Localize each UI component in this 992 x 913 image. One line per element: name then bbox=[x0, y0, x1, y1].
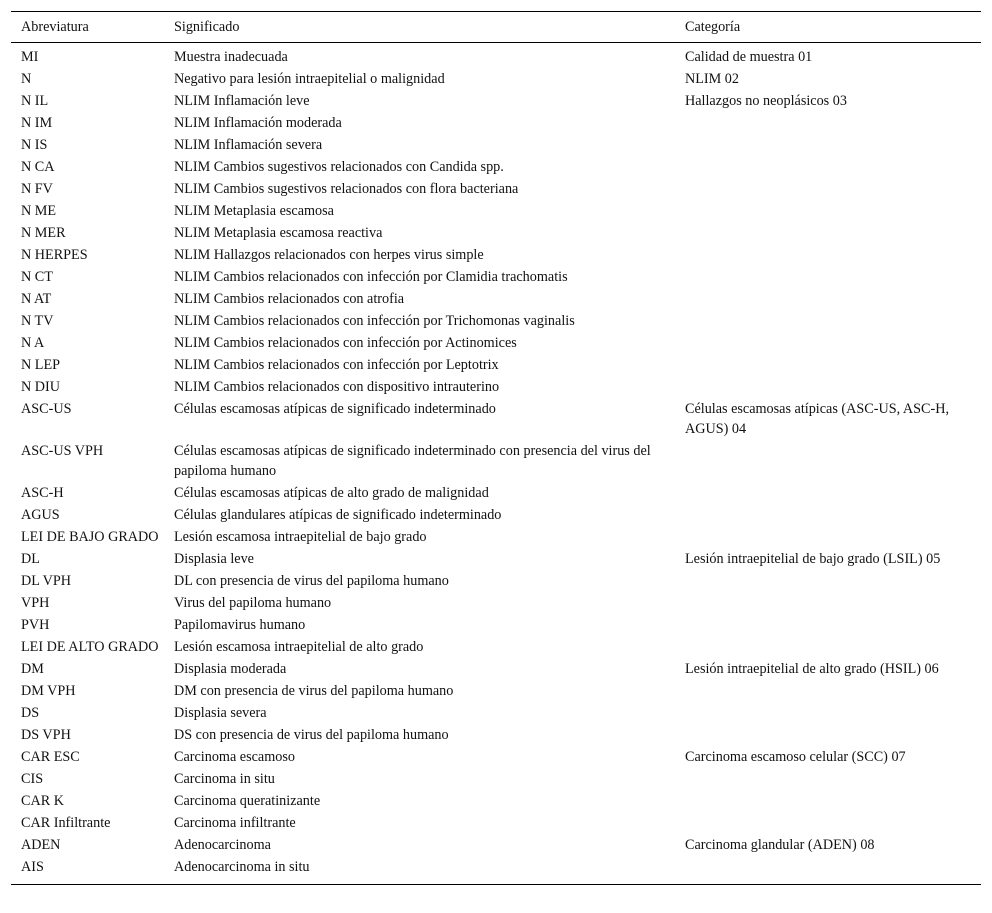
cell-category bbox=[675, 526, 981, 548]
table-row bbox=[11, 112, 981, 134]
cell-meaning: NLIM Inflamación severa bbox=[174, 137, 323, 153]
cell-abbreviation: N bbox=[21, 71, 32, 87]
table-row bbox=[11, 354, 981, 376]
cell-abbreviation: DM VPH bbox=[21, 683, 76, 699]
cell-category: NLIM 02 bbox=[685, 71, 739, 87]
header-meaning: Significado bbox=[174, 18, 240, 35]
cell-abbreviation: LEI DE BAJO GRADO bbox=[21, 529, 159, 545]
cell-meaning: NLIM Inflamación moderada bbox=[174, 115, 342, 131]
cell-abbreviation: DL bbox=[21, 551, 40, 567]
cell-category bbox=[675, 112, 981, 134]
cell-meaning: NLIM Cambios sugestivos relacionados con Candida spp. bbox=[174, 159, 504, 175]
cell-meaning: NLIM Inflamación leve bbox=[174, 93, 310, 109]
cell-meaning: Células escamosas atípicas de significado indeterminado bbox=[174, 401, 496, 417]
cell-category: Carcinoma escamoso celular (SCC) 07 bbox=[685, 749, 906, 765]
table-row bbox=[11, 222, 981, 244]
cell-meaning: Adenocarcinoma bbox=[174, 837, 271, 853]
cell-meaning: Carcinoma escamoso bbox=[174, 749, 295, 765]
table-header bbox=[11, 12, 981, 43]
cell-abbreviation: N ME bbox=[21, 203, 57, 219]
table-row bbox=[11, 90, 981, 112]
cell-category bbox=[675, 812, 981, 834]
cell-meaning: Carcinoma infiltrante bbox=[174, 815, 296, 831]
table-row bbox=[11, 440, 981, 482]
header-row bbox=[11, 12, 981, 43]
cell-category bbox=[675, 376, 981, 398]
table-row bbox=[11, 614, 981, 636]
cell-category bbox=[675, 856, 981, 885]
cell-category bbox=[675, 332, 981, 354]
cell-meaning: Displasia leve bbox=[174, 551, 254, 567]
cell-category bbox=[675, 790, 981, 812]
table-row bbox=[11, 266, 981, 288]
cell-abbreviation: N CT bbox=[21, 269, 53, 285]
cell-abbreviation: N IL bbox=[21, 93, 49, 109]
cell-abbreviation: ASC-H bbox=[21, 485, 64, 501]
cell-category bbox=[675, 702, 981, 724]
cell-abbreviation: ASC-US VPH bbox=[21, 443, 104, 459]
cell-category bbox=[675, 200, 981, 222]
table-row bbox=[11, 592, 981, 614]
table-row bbox=[11, 178, 981, 200]
cell-meaning: Carcinoma in situ bbox=[174, 771, 275, 787]
cell-meaning: Lesión escamosa intraepitelial de bajo grado bbox=[174, 529, 427, 545]
cell-meaning: NLIM Cambios relacionados con atrofia bbox=[174, 291, 405, 307]
cell-abbreviation: VPH bbox=[21, 595, 50, 611]
table-row bbox=[11, 680, 981, 702]
cell-abbreviation: PVH bbox=[21, 617, 50, 633]
cell-category bbox=[675, 266, 981, 288]
cell-category: Lesión intraepitelial de bajo grado (LSIL) 05 bbox=[685, 551, 941, 567]
cell-abbreviation: DS bbox=[21, 705, 40, 721]
table-row bbox=[11, 482, 981, 504]
table-row bbox=[11, 156, 981, 178]
cell-category bbox=[675, 178, 981, 200]
cell-abbreviation: ASC-US bbox=[21, 401, 72, 417]
table-row bbox=[11, 68, 981, 90]
cell-abbreviation: N CA bbox=[21, 159, 55, 175]
table-row bbox=[11, 200, 981, 222]
cell-abbreviation: AGUS bbox=[21, 507, 60, 523]
cell-meaning: Displasia moderada bbox=[174, 661, 287, 677]
table-row bbox=[11, 812, 981, 834]
table-row bbox=[11, 834, 981, 856]
cell-abbreviation: N A bbox=[21, 335, 45, 351]
cell-meaning: Células escamosas atípicas de alto grado de malignidad bbox=[174, 485, 489, 501]
cell-abbreviation: N FV bbox=[21, 181, 53, 197]
table-body bbox=[11, 43, 981, 885]
table-row bbox=[11, 288, 981, 310]
cell-abbreviation: DM bbox=[21, 661, 44, 677]
table-row bbox=[11, 658, 981, 680]
cell-category bbox=[675, 768, 981, 790]
cell-abbreviation: N TV bbox=[21, 313, 54, 329]
cell-abbreviation: CAR Infiltrante bbox=[21, 815, 111, 831]
cell-abbreviation: N AT bbox=[21, 291, 52, 307]
cell-meaning: NLIM Cambios relacionados con infección por Actinomices bbox=[174, 335, 517, 351]
cell-meaning: Displasia severa bbox=[174, 705, 267, 721]
cell-meaning: NLIM Metaplasia escamosa bbox=[174, 203, 334, 219]
table-row bbox=[11, 702, 981, 724]
cell-category bbox=[675, 310, 981, 332]
abbreviation-table-container bbox=[11, 11, 981, 885]
cell-category bbox=[675, 636, 981, 658]
cell-meaning: NLIM Cambios relacionados con infección por Trichomonas vaginalis bbox=[174, 313, 575, 329]
cell-meaning: NLIM Cambios sugestivos relacionados con flora bacteriana bbox=[174, 181, 519, 197]
cell-category bbox=[675, 222, 981, 244]
cell-category bbox=[675, 440, 981, 482]
table-row bbox=[11, 636, 981, 658]
cell-category bbox=[675, 244, 981, 266]
cell-category: Carcinoma glandular (ADEN) 08 bbox=[685, 837, 875, 853]
table-row bbox=[11, 548, 981, 570]
table-row bbox=[11, 790, 981, 812]
cell-meaning: NLIM Hallazgos relacionados con herpes virus simple bbox=[174, 247, 484, 263]
cell-category bbox=[675, 288, 981, 310]
cell-category: Lesión intraepitelial de alto grado (HSIL) 06 bbox=[685, 661, 939, 677]
table-row bbox=[11, 134, 981, 156]
cell-meaning: NLIM Cambios relacionados con dispositivo intrauterino bbox=[174, 379, 500, 395]
cell-abbreviation: DL VPH bbox=[21, 573, 72, 589]
cell-abbreviation: MI bbox=[21, 49, 39, 65]
cell-category bbox=[675, 504, 981, 526]
cell-meaning: NLIM Cambios relacionados con infección por Clamidia trachomatis bbox=[174, 269, 568, 285]
header-abbreviation: Abreviatura bbox=[21, 18, 89, 35]
cell-abbreviation: N IS bbox=[21, 137, 48, 153]
cell-meaning: NLIM Metaplasia escamosa reactiva bbox=[174, 225, 383, 241]
table-row bbox=[11, 43, 981, 69]
table-row bbox=[11, 244, 981, 266]
cell-abbreviation: N IM bbox=[21, 115, 53, 131]
cell-meaning: Papilomavirus humano bbox=[174, 617, 306, 633]
cell-category bbox=[675, 680, 981, 702]
cell-category bbox=[675, 724, 981, 746]
table-row bbox=[11, 724, 981, 746]
cell-meaning: Muestra inadecuada bbox=[174, 49, 288, 65]
cell-meaning: DS con presencia de virus del papiloma humano bbox=[174, 727, 449, 743]
cell-abbreviation: CIS bbox=[21, 771, 44, 787]
cell-abbreviation: N DIU bbox=[21, 379, 61, 395]
cell-meaning: Lesión escamosa intraepitelial de alto grado bbox=[174, 639, 424, 655]
cell-abbreviation: ADEN bbox=[21, 837, 61, 853]
cell-meaning: Células escamosas atípicas de significado indeterminado con presencia del virus del papiloma humano bbox=[174, 443, 651, 479]
cell-meaning: Adenocarcinoma in situ bbox=[174, 859, 310, 875]
table-row bbox=[11, 376, 981, 398]
cell-category bbox=[675, 570, 981, 592]
cell-category bbox=[675, 592, 981, 614]
cell-abbreviation: N HERPES bbox=[21, 247, 88, 263]
cell-category: Calidad de muestra 01 bbox=[685, 49, 813, 65]
table-row bbox=[11, 570, 981, 592]
cell-meaning: Virus del papiloma humano bbox=[174, 595, 332, 611]
cell-meaning: NLIM Cambios relacionados con infección por Leptotrix bbox=[174, 357, 499, 373]
table-row bbox=[11, 856, 981, 885]
table-row bbox=[11, 768, 981, 790]
table-row bbox=[11, 526, 981, 548]
cell-abbreviation: N LEP bbox=[21, 357, 61, 373]
header-category: Categoría bbox=[685, 18, 741, 35]
cell-abbreviation: DS VPH bbox=[21, 727, 71, 743]
table-row bbox=[11, 746, 981, 768]
cell-category: Células escamosas atípicas (ASC-US, ASC-H, AGUS) 04 bbox=[685, 401, 950, 437]
abbreviation-table bbox=[11, 11, 981, 885]
cell-abbreviation: AIS bbox=[21, 859, 44, 875]
cell-category bbox=[675, 614, 981, 636]
cell-category: Hallazgos no neoplásicos 03 bbox=[685, 93, 847, 109]
cell-abbreviation: CAR ESC bbox=[21, 749, 80, 765]
cell-category bbox=[675, 354, 981, 376]
cell-category bbox=[675, 134, 981, 156]
cell-meaning: DL con presencia de virus del papiloma humano bbox=[174, 573, 449, 589]
table-row bbox=[11, 310, 981, 332]
cell-abbreviation: CAR K bbox=[21, 793, 64, 809]
table-row bbox=[11, 504, 981, 526]
table-row bbox=[11, 398, 981, 440]
cell-category bbox=[675, 156, 981, 178]
cell-meaning: DM con presencia de virus del papiloma humano bbox=[174, 683, 454, 699]
table-row bbox=[11, 332, 981, 354]
cell-abbreviation: LEI DE ALTO GRADO bbox=[21, 639, 159, 655]
cell-meaning: Negativo para lesión intraepitelial o malignidad bbox=[174, 71, 445, 87]
cell-abbreviation: N MER bbox=[21, 225, 66, 241]
cell-meaning: Carcinoma queratinizante bbox=[174, 793, 321, 809]
cell-category bbox=[675, 482, 981, 504]
cell-meaning: Células glandulares atípicas de significado indeterminado bbox=[174, 507, 502, 523]
